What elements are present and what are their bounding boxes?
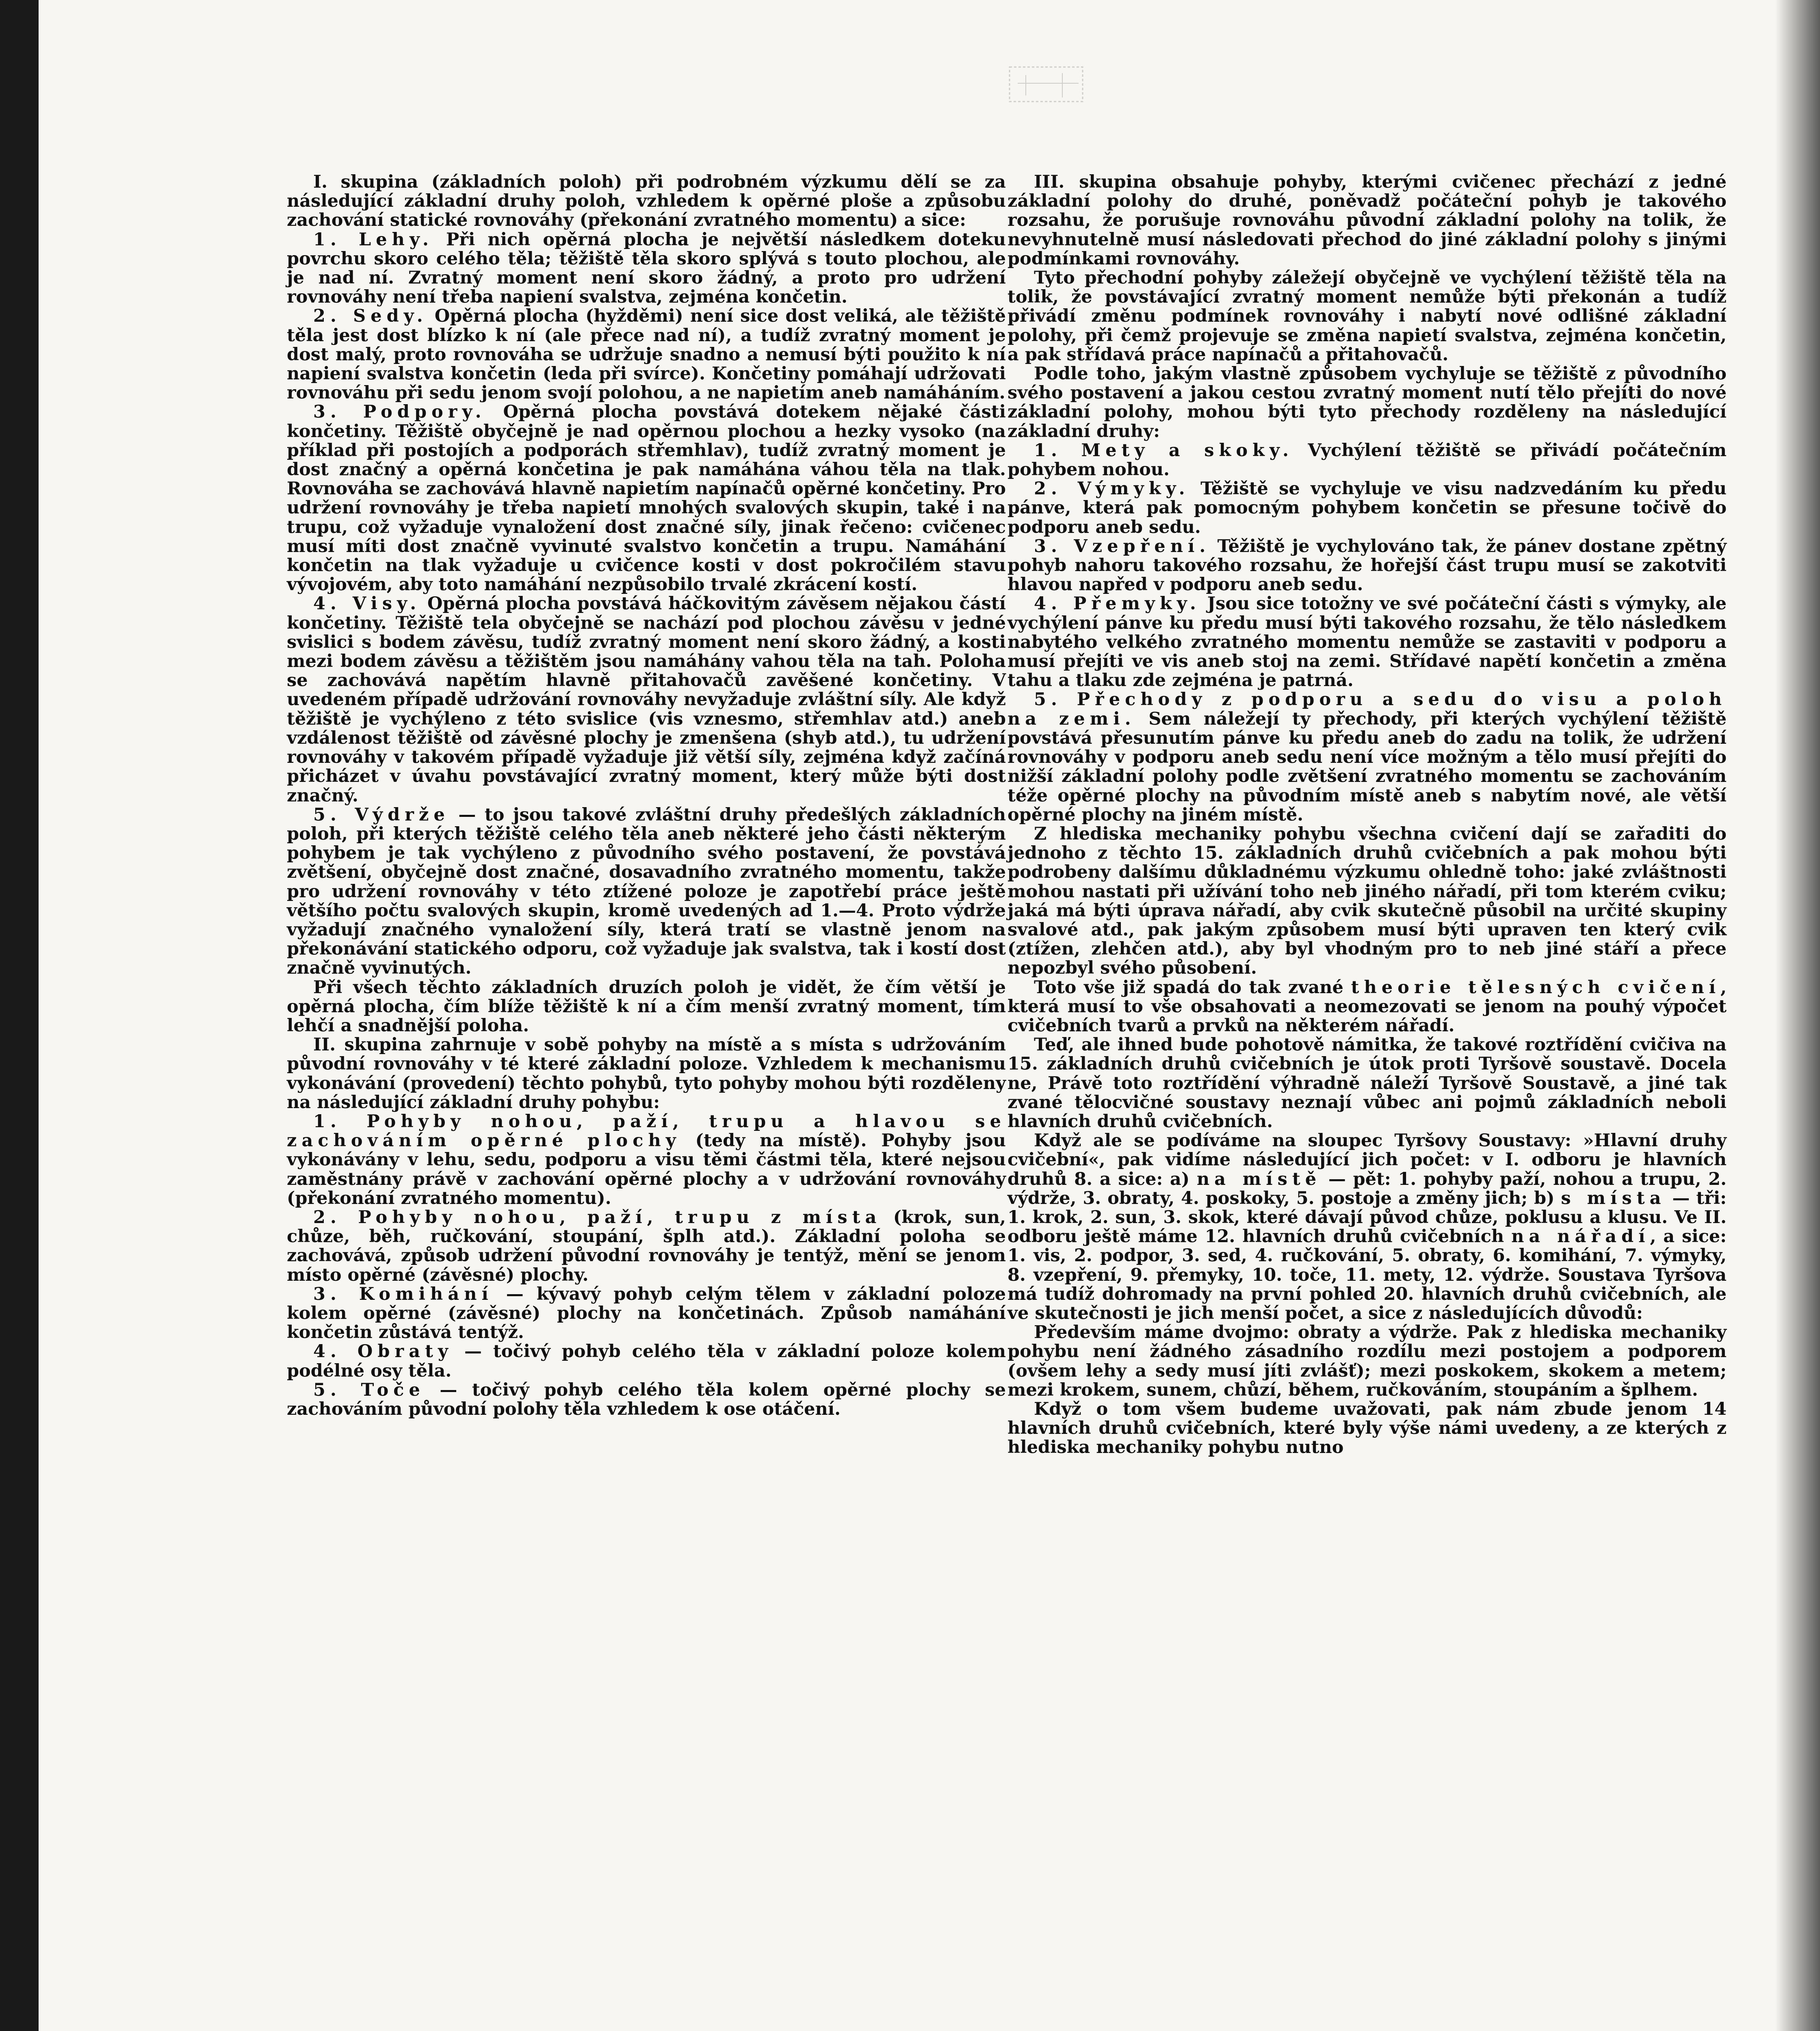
paragraph-group-three-intro: III. skupina obsahuje pohyby, kterými cvičenec přechází z jedné základní polohy do druhé, poněvadž počáteční pohyb je takového rozsahu, že porušuje rovnováhu původní základní polohy na tolik, že nevyhnutelně musí následovati přechod do jiné základní polohy s jinými podmínkami rovnováhy. <box>1008 172 1727 269</box>
text-visy: Opěrná plocha povstává háčkovitým závěsem nějakou částí končetiny. Těžiště tela obyčejně se nachází pod plochou závěsu v jedné svislici s bodem závěsu, tudíž zvratný moment není skoro žádný, a kosti mezi bodem závěsu a těžištěm jsou namáhány vahou těla na tah. Poloha se zachovává napětím hlavně přitahovačů zavěšené končetiny. V uvedeném případě udržování rovnováhy nevyžaduje zvláštní síly. Ale když těžiště je vychýleno z této svislice (vis vznesmo, střemhlav atd.) aneb vzdálenost těžiště od závěsné plochy je zmenšena (shyb atd.), tu udržení rovnováhy v takovém případě vyžaduje již větší síly, zejména když začíná přicházet v úvahu povstávající zvratný moment, který může býti dost značný. <box>287 593 1006 806</box>
term-theorie: theorie tělesných cvičení <box>1351 977 1720 998</box>
text-vydrze: — to jsou takové zvláštní druhy předešlých základních poloh, při kterých těžiště celého těla aneb některé jeho části některým pohybem je tak vychýleno z původního svého postavení, že povstává zvětšení, obyčejně dost značné, dosavadního zvratného momentu, takže pro udržení rovnováhy v této ztížené poloze je zapotřebí práce ještě většího počtu svalových skupin, kromě uvedených ad 1.—4. Proto výdrže vyžadují značného vynaložení síly, která tratí se vlastně jenom na překonávání statického odporu, což vyžaduje jak svalstva, tak i kostí dost značně vyvinutých. <box>287 804 1006 979</box>
text-lehy: Při nich opěrná plocha je největší následkem doteku povrchu skoro celého těla; těžiště těla skoro splývá s touto plochou, ale je nad ní. Zvratný moment není skoro žádný, a proto pro udržení rovnováhy není třeba napiení svalstva, zejména končetin. <box>287 229 1006 307</box>
heading-mety-skoky: 1. Mety a skoky. <box>1034 440 1294 461</box>
paragraph-vzepreni <box>1008 537 1727 595</box>
heading-prechody: 5. Přechody z podporu a sedu do visu a poloh na zemi. <box>1008 689 1727 729</box>
text-mety-skoky: Vychýlení těžiště se přivádí počátečním pohybem nohou. <box>1008 440 1727 480</box>
heading-pohyby-na-miste: 1. Pohyby nohou, paží, trupu a hlavou se zachováním opěrné plochy <box>287 1111 1006 1151</box>
paragraph-toce <box>287 1381 1006 1419</box>
heading-premyky: 4. Přemyky. <box>1034 593 1201 614</box>
heading-komihani: 3. Komihání <box>313 1284 493 1304</box>
paragraph-group-one-intro: I. skupina (základních poloh) při podrobném výzkumu dělí se za následující základní druhy poloh, vzhledem k opěrné ploše a způsobu zachování statické rovnováhy (překonání zvratného momentu) a sice: <box>287 172 1006 231</box>
paragraph-lehy <box>287 230 1006 307</box>
text-tyrs-e: — tři: 1. krok, 2. sun, 3. skok, které dávají původ chůze, poklusu a klusu. Ve II. odboru ještě máme 12. hlavních druhů cvičebních <box>1008 1188 1727 1247</box>
paragraph-pohyby-na-miste <box>287 1112 1006 1208</box>
paragraph-mety-skoky <box>1008 441 1727 479</box>
term-s-mista: s místa <box>1561 1188 1666 1208</box>
faint-stamp-mark <box>1001 55 1095 110</box>
paragraph-group-two-intro: II. skupina zahrnuje v sobě pohyby na místě a s místa s udržováním původní rovnováhy v té které základní poloze. Vzhledem k mechanismu vykonávání (provedení) těchto pohybů, tyto pohyby mohou býti rozděleny na následující základní druhy pohybu: <box>287 1035 1006 1113</box>
text-toce: — točivý pohyb celého těla kolem opěrné plochy se zachováním původní polohy těla vzhledem k ose otáčení. <box>287 1379 1006 1419</box>
text-podpory: Opěrná plocha povstává dotekem nějaké části končetiny. Těžiště obyčejně je nad opěrnou plochou a hezky vysoko (na příklad při postojích a podporách střemhlav), tudíž zvratný moment je dost značný a opěrná končetina je pak namáhána váhou těla na tlak. Rovnováha se zachovává hlavně napietím napínačů opěrné končetiny. Pro udržení rovnováhy je třeba napietí mnohých svalových skupin, také i na trupu, což vyžaduje vynaložení dost značné síly, jinak řečeno: cvičenec musí míti dost značně vyvinuté svalstvo končetin a trupu. Namáhání končetin na tlak vyžaduje u cvičence kosti v dost pokročilém stavu vývojovém, aby toto namáhání nezpůsobilo trvalé zkrácení kostí. <box>287 402 1006 595</box>
paragraph-visy <box>287 594 1006 805</box>
paragraph-namitka: Teď, ale ihned bude pohotově námitka, že takové roztřídění cvičiva na 15. základních druhů cvičebních je útok proti Tyršově soustavě. Docela ne, Právě toto roztřídění výhradně náleží Tyršově Soustavě, a jiné tak zvané tělocvičné soustavy neznají vůbec ani pojmů základních neboli hlavních druhů cvičebních. <box>1008 1035 1727 1132</box>
text-tyrs-a: Když ale se podíváme na sloupec Tyršovy Soustavy: »Hlavní druhy cvičební«, pak vidíme následující jich počet: v I. odboru je hlavních druhů 8. a sice: a) <box>1008 1130 1727 1189</box>
heading-lehy: 1. Lehy. <box>313 229 434 250</box>
paragraph-komihani <box>287 1285 1006 1342</box>
heading-vymyky: 2. Výmyky. <box>1034 479 1190 499</box>
text-prechody: Sem náležejí ty přechody, při kterých vychýlení těžiště povstává přesunutím pánve ku předu aneb do zadu na tolik, že udržení rovnováhy v podporu aneb sedu není více možným a tělo musí přejíti do nižší základní polohy podle zvětšení zvratného momentu se zachováním téže opěrné plochy na původním místě aneb s nabytím nové, ale větší opěrné plochy na jiném místě. <box>1008 708 1727 825</box>
heading-visy: 4. Visy. <box>313 593 421 614</box>
heading-podpory: 3. Podpory. <box>313 402 486 422</box>
text-pohyby-z-mista: (krok, sun, chůze, běh, ručkování, stoupání, šplh atd.). Základní poloha se zachovává, způsob udržení původní rovnováhy je tentýž, mění se jenom místo opěrné (závěsné) plochy. <box>287 1207 1006 1285</box>
text-tyrs-c: — pět: 1. pohyby paží, nohou a trupu, 2. výdrže, 3. obraty, 4. poskoky, 5. postoje a změny jich; b) <box>1008 1169 1727 1208</box>
paragraph-prechodni-pohyby: Tyto přechodní pohyby záležejí obyčejně ve vychýlení těžiště těla na tolik, že povstávající zvratný moment nemůže býti překonán a tudíž přivádí změnu podmínek rovnováhy i nabytí nové odlišné základní polohy, při čemž projevuje se změna napietí svalstva, zejména končetin, a pak střídavá práce napínačů a přitahovačů. <box>1008 268 1727 365</box>
text-theorie-a: Toto vše již spadá do tak zvané <box>1034 977 1351 998</box>
paragraph-obraty <box>287 1342 1006 1380</box>
right-column <box>1008 173 1727 1457</box>
text-vzepreni: Těžiště je vychylováno tak, že pánev dostane zpětný pohyb nahoru takového rozsahu, že hořejší část trupu musí se zakotviti hlavou napřed v podporu aneb sedu. <box>1008 536 1727 595</box>
text-theorie-c: , která musí to vše obsahovati a neomezovati se jenom na pouhý výpočet cvičebních tvarů a prvků na některém nářadí. <box>1008 977 1727 1036</box>
paragraph-premyky <box>1008 594 1727 690</box>
text-tyrs-g: , a sice: 1. vis, 2. podpor, 3. sed, 4. ručkování, 5. obraty, 6. komihání, 7. výmyky, 8. vzepření, 9. přemyky, 10. toče, 11. mety, 12. výdrže. Soustava Tyršova má tudíž dohromady na první pohled 20. hlavních druhů cvičebních, ale ve skutečnosti je jich menší počet, a sice z následujících důvodů: <box>1008 1226 1727 1323</box>
text-komihani: — kývavý pohyb celým tělem v základní poloze kolem opěrné (závěsné) plochy na končetinách. Způsob namáhání končetin zůstává tentýž. <box>287 1284 1006 1343</box>
text-sedy: Opěrná plocha (hyžděmi) není sice dost veliká, ale těžiště těla jest dost blízko k ní (ale přece nad ní), a tudíž zvratný moment je dost malý, proto rovnováha se udržuje snadno a nemusí býti použito k ní napiení svalstva končetin (leda při svírce). Končetiny pomáhají udržovati rovnováhu při sedu jenom svojí polohou, a ne napietím aneb namáháním. <box>287 306 1006 403</box>
heading-obraty: 4. Obraty <box>313 1341 453 1362</box>
paragraph-tyrsova-soustava <box>1008 1131 1727 1323</box>
heading-toce: 5. Toče <box>313 1379 425 1400</box>
paragraph-mechanika-cviceni: Z hlediska mechaniky pohybu všechna cvičení dají se zařaditi do jednoho z těchto 15. základních druhů cvičebních a pak mohou býti podrobeny dalšímu důkladnému výzkumu ohledně toho: jaké zvláštnosti mohou nastati při užívání toho neb jiného nářadí, při tom kterém cviku; jaká má býti úprava nářadí, aby cvik skutečně působil na určité skupiny svalové atd., pak jakým způsobem musí býti upraven ten který cvik (ztížen, zlehčen atd.), aby byl vhodným pro to neb jiné stáří a přece nepozbyl svého působení. <box>1008 823 1727 979</box>
text-premyky: Jsou sice totožny ve své počáteční části s výmyky, ale vychýlení pánve ku předu musí býti takového rozsahu, že tělo následkem nabytého velkého zvratného momentu nemůže se zastaviti v podporu a musí přejíti ve vis aneb stoj na zemi. Střídavé napětí končetin a změna tahu a tlaku zde zejména je patrná. <box>1008 593 1727 691</box>
paragraph-dvojmo: Především máme dvojmo: obraty a výdrže. Pak z hlediska mechaniky pohybu není žádného zásadního rozdílu mezi postojem a podporem (ovšem lehy a sedy musí jíti zvlášť); mezi poskokem, skokem a metem; mezi krokem, sunem, chůzí, během, ručkováním, stoupáním a šplhem. <box>1008 1322 1727 1400</box>
paragraph-theorie <box>1008 978 1727 1036</box>
text-vymyky: Těžiště se vychyluje ve visu nadzvedáním ku předu pánve, která pak pomocným pohybem končetin se přesune točivě do podporu aneb sedu. <box>1008 479 1727 537</box>
term-na-naradi: na nářadí <box>1511 1226 1650 1247</box>
paragraph-podpory <box>287 403 1006 594</box>
text-pohyby-na-miste: (tedy na místě). Pohyby jsou vykonávány v lehu, sedu, podporu a visu těmi částmi těla, které nejsou zaměstnány právě v zachování opěrné plochy a v udržování rovnováhy (překonání zvratného momentu). <box>287 1130 1006 1208</box>
paragraph-summary-poloh: Při všech těchto základních druzích poloh je vidět, že čím větší je opěrná plocha, čím blíže těžiště k ní a čím menší zvratný moment, tím lehčí a snadnější poloha. <box>287 977 1006 1036</box>
paragraph-vymyky <box>1008 479 1727 537</box>
heading-pohyby-z-mista: 2. Pohyby nohou, paží, trupu z místa <box>313 1207 882 1228</box>
paragraph-podle-toho: Podle toho, jakým vlastně způsobem vychyluje se těžiště z původního svého postavení a jakou cestou zvratný moment nutí tělo přejíti do nové základní polohy, mohou býti tyto přechody rozděleny na následující základní druhy: <box>1008 364 1727 442</box>
left-column <box>287 173 1006 1419</box>
paragraph-pohyby-z-mista <box>287 1208 1006 1285</box>
paragraph-vydrze <box>287 805 1006 978</box>
text-obraty: — točivý pohyb celého těla v základní poloze kolem podélné osy těla. <box>287 1341 1006 1381</box>
paragraph-sedy <box>287 307 1006 403</box>
paragraph-zaver: Když o tom všem budeme uvažovati, pak nám zbude jenom 14 hlavních druhů cvičebních, které byly výše námi uvedeny, a ze kterých z hlediska mechaniky pohybu nutno <box>1008 1399 1727 1458</box>
paragraph-prechody <box>1008 690 1727 824</box>
heading-vydrze: 5. Výdrže <box>313 804 450 825</box>
heading-vzepreni: 3. Vzepření. <box>1034 536 1211 556</box>
page-edge-shadow <box>1775 0 1820 2031</box>
heading-sedy: 2. Sedy. <box>313 306 428 327</box>
term-na-miste: na místě <box>1196 1169 1322 1189</box>
